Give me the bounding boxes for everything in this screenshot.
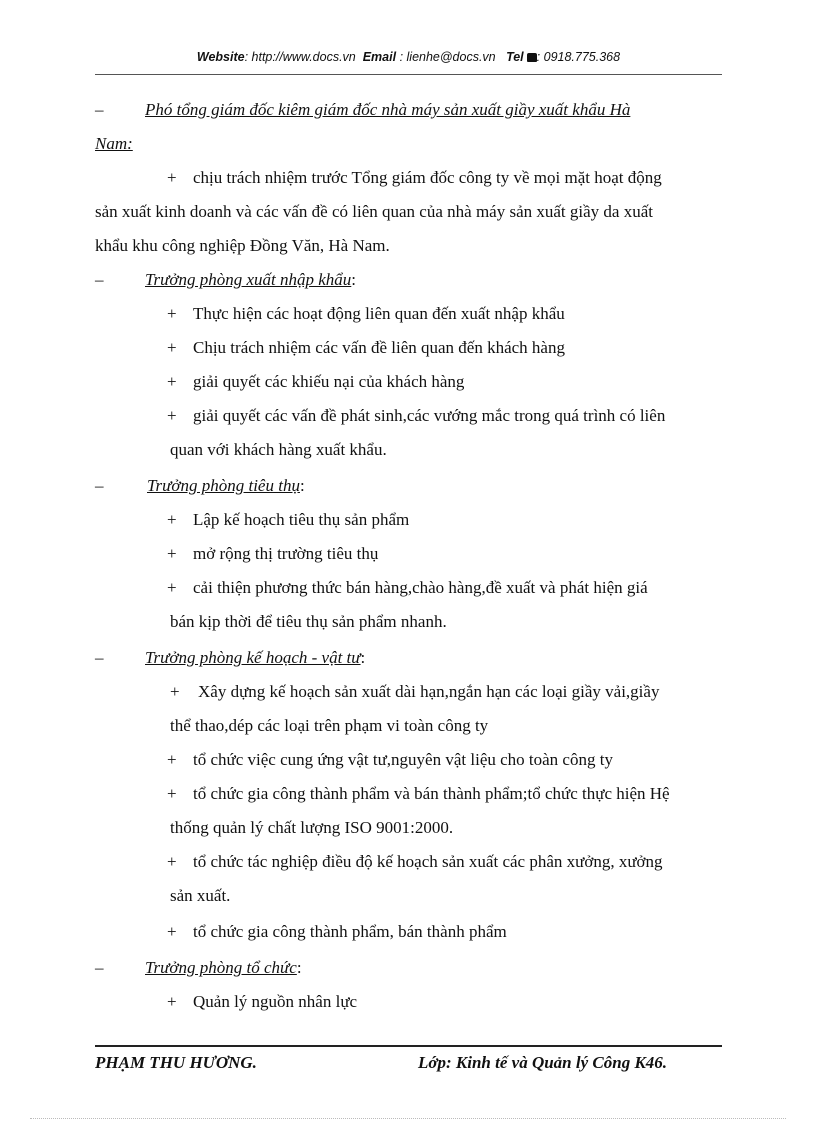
bullet-plus: + — [167, 922, 177, 941]
bullet-plus: + — [167, 992, 177, 1011]
bullet-plus: + — [170, 682, 180, 701]
list-item-text: tổ chức gia công thành phẩm và bán thành phẩm;tổ chức thực hiện Hệ — [193, 784, 670, 803]
bullet-plus: + — [167, 784, 177, 803]
section-dash: – — [95, 100, 104, 119]
bullet-plus: + — [167, 510, 177, 529]
section-colon: : — [296, 958, 302, 977]
list-item-text-cont: sản xuất kinh doanh và các vấn đề có liên quan của nhà máy sản xuất giầy da xuất — [95, 202, 653, 221]
section-colon: : — [360, 648, 366, 667]
bullet-plus: + — [167, 168, 177, 187]
list-item-text: chịu trách nhiệm trước Tổng giám đốc công ty về mọi mặt hoạt động — [193, 168, 662, 187]
tel-label: Tel — [506, 50, 524, 64]
bullet-plus: + — [167, 338, 177, 357]
bullet-plus: + — [167, 304, 177, 323]
section-title-cont: Nam: — [95, 134, 133, 153]
bullet-plus: + — [167, 406, 177, 425]
list-item-text: Xây dựng kế hoạch sản xuất dài hạn,ngắn hạn các loại giầy vải,giầy — [198, 682, 660, 701]
list-item-text: giải quyết các khiếu nại của khách hàng — [193, 372, 465, 391]
bullet-plus: + — [167, 750, 177, 769]
page-header — [95, 50, 722, 75]
list-item-text: Quản lý nguồn nhân lực — [193, 992, 358, 1011]
section-title: Trưởng phòng xuất nhập khẩu — [145, 270, 352, 289]
page-bottom-border — [30, 1118, 786, 1119]
footer-author: PHẠM THU HƯƠNG. — [95, 1053, 257, 1072]
list-item-text-cont: sản xuất. — [170, 886, 231, 905]
list-item-text-cont: thể thao,dép các loại trên phạm vi toàn công ty — [170, 716, 489, 735]
website-value: : http://www.docs.vn — [244, 50, 356, 64]
section-title: Phó tổng giám đốc kiêm giám đốc nhà máy sản xuất giầy xuất khẩu Hà — [145, 100, 631, 119]
list-item-text: Lập kế hoạch tiêu thụ sản phẩm — [193, 510, 410, 529]
bullet-plus: + — [167, 578, 177, 597]
list-item-text-cont: thống quản lý chất lượng ISO 9001:2000. — [170, 818, 454, 837]
list-item-text: tổ chức việc cung ứng vật tư,nguyên vật liệu cho toàn công ty — [193, 750, 613, 769]
list-item-text: tổ chức tác nghiệp điều độ kế hoạch sản xuất các phân xưởng, xưởng — [193, 852, 663, 871]
list-item-text: mở rộng thị trường tiêu thụ — [193, 544, 379, 563]
website-label: Website — [196, 50, 245, 64]
list-item-text: Thực hiện các hoạt động liên quan đến xuất nhập khẩu — [193, 304, 565, 323]
section-dash: – — [95, 958, 104, 977]
list-item-text-cont: khẩu khu công nghiệp Đồng Văn, Hà Nam. — [95, 236, 390, 255]
bullet-plus: + — [167, 852, 177, 871]
email-value: : lienhe@docs.vn — [399, 50, 496, 64]
section-colon: : — [299, 476, 305, 495]
list-item-text-cont: quan với khách hàng xuất khẩu. — [170, 440, 387, 459]
email-label: Email — [362, 50, 397, 64]
page-footer — [95, 1045, 722, 1073]
list-item-text: Chịu trách nhiệm các vấn đề liên quan đến khách hàng — [193, 338, 565, 357]
bullet-plus: + — [167, 544, 177, 563]
bullet-plus: + — [167, 372, 177, 391]
footer-class: Lớp: Kinh tế và Quản lý Công K46. — [418, 1053, 668, 1072]
list-item-text: tổ chức gia công thành phẩm, bán thành phẩm — [193, 922, 507, 941]
section-title: Trưởng phòng tổ chức — [145, 958, 297, 977]
section-colon: : — [351, 270, 357, 289]
section-dash: – — [95, 270, 104, 289]
tel-value: : 0918.775.368 — [536, 50, 621, 64]
list-item-text: giải quyết các vấn đề phát sinh,các vướng mắc trong quá trình có liên — [193, 406, 666, 425]
list-item-text: cải thiện phương thức bán hàng,chào hàng,đề xuất và phát hiện giá — [193, 578, 648, 597]
section-title: Trưởng phòng kế hoạch - vật tư — [145, 648, 361, 667]
list-item-text-cont: bán kịp thời để tiêu thụ sản phẩm nhanh. — [170, 612, 447, 631]
section-title: Trưởng phòng tiêu thụ — [147, 476, 300, 495]
section-dash: – — [95, 648, 104, 667]
phone-icon — [527, 53, 537, 62]
section-dash: – — [95, 476, 104, 495]
